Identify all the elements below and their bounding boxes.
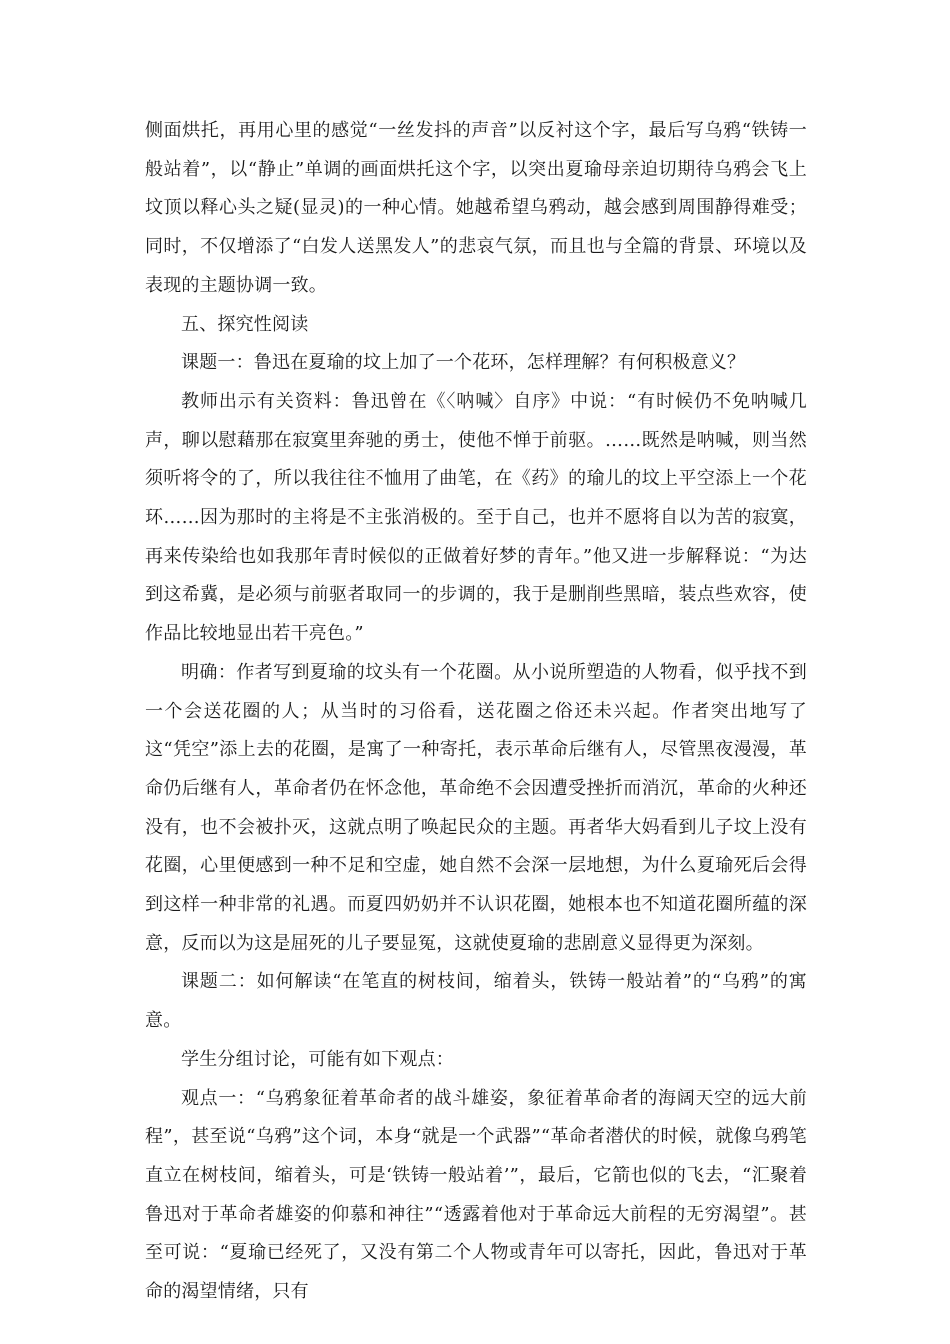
group-discussion-paragraph: 学生分组讨论，可能有如下观点：: [181, 1048, 454, 1070]
viewpoint-one-paragraph: 观点一：“乌鸦象征着革命者的战斗雄姿，象征着革命者的海阔天空的远大前程”，甚至说“乌鸦”这个词，本身“就是一个武器”“革命者潜伏的时候，就像乌鸦笔直立在树枝间，缩着头，可是‘铁铸一般站着’”，最后，它箭也似的飞去，“汇聚着鲁迅对于革命者雄姿的仰慕和神往”“透露着他对于革命远大前程的无穷渴望”。甚至可说：“夏瑜已经死了，又没有第二个人物或青年可以寄托，因此，鲁迅对于革命的渴望情绪，只有: [145, 1087, 807, 1303]
teacher-material-paragraph: 教师出示有关资料：鲁迅曾在《〈呐喊〉自序》中说：“有时候仍不免呐喊几声，聊以慰藉那在寂寞里奔驰的勇士，使他不惮于前驱。……既然是呐喊，则当然须听将令的了，所以我往往不恤用了曲笔，在《药》的瑜儿的坟上平空添上一个花环……因为那时的主将是不主张消极的。至于自己，也并不愿将自以为苦的寂寞，再来传染给也如我那年青时候似的正做着好梦的青年。”他又进一步解释说：“为达到这希冀，是必须与前驱者取同一的步调的，我于是删削些黑暗，装点些欢容，使作品比较地显出若干亮色。”: [145, 390, 807, 645]
clarification-paragraph: 明确：作者写到夏瑜的坟头有一个花圈。从小说所塑造的人物看，似乎找不到一个会送花圈的人；从当时的习俗看，送花圈之俗还未兴起。作者突出地写了这“凭空”添上去的花圈，是寓了一种寄托，表示革命后继有人，尽管黑夜漫漫，革命仍后继有人，革命者仍在怀念他，革命绝不会因遭受挫折而消沉，革命的火种还没有，也不会被扑灭，这就点明了唤起民众的主题。再者华大妈看到儿子坟上没有花圈，心里便感到一种不足和空虚，她自然不会深一层地想，为什么夏瑜死后会得到这样一种非常的礼遇。而夏四奶奶并不认识花圈，她根本也不知道花圈所蕴的深意，反而以为这是屈死的儿子要显冤，这就使夏瑜的悲剧意义显得更为深刻。: [145, 661, 807, 954]
section-heading-inquiry-reading: 五、探究性阅读: [181, 313, 309, 335]
paragraph-continuation: 侧面烘托，再用心里的感觉“一丝发抖的声音”以反衬这个字，最后写乌鸦“铁铸一般站着”，以“静止”单调的画面烘托这个字，以突出夏瑜母亲迫切期待乌鸦会飞上坟顶以释心头之疑(显灵)的一种心情。她越希望乌鸦动，越会感到周围静得难受；同时，不仅增添了“白发人送黑发人”的悲哀气氛，而且也与全篇的背景、环境以及表现的主题协调一致。: [145, 120, 807, 296]
document-body: [145, 112, 807, 1312]
topic-two-question: 课题二：如何解读“在笔直的树枝间，缩着头，铁铸一般站着”的“乌鸦”的寓意。: [145, 971, 807, 1032]
topic-one-question: 课题一：鲁迅在夏瑜的坟上加了一个花环，怎样理解？有何积极意义？: [181, 352, 746, 374]
